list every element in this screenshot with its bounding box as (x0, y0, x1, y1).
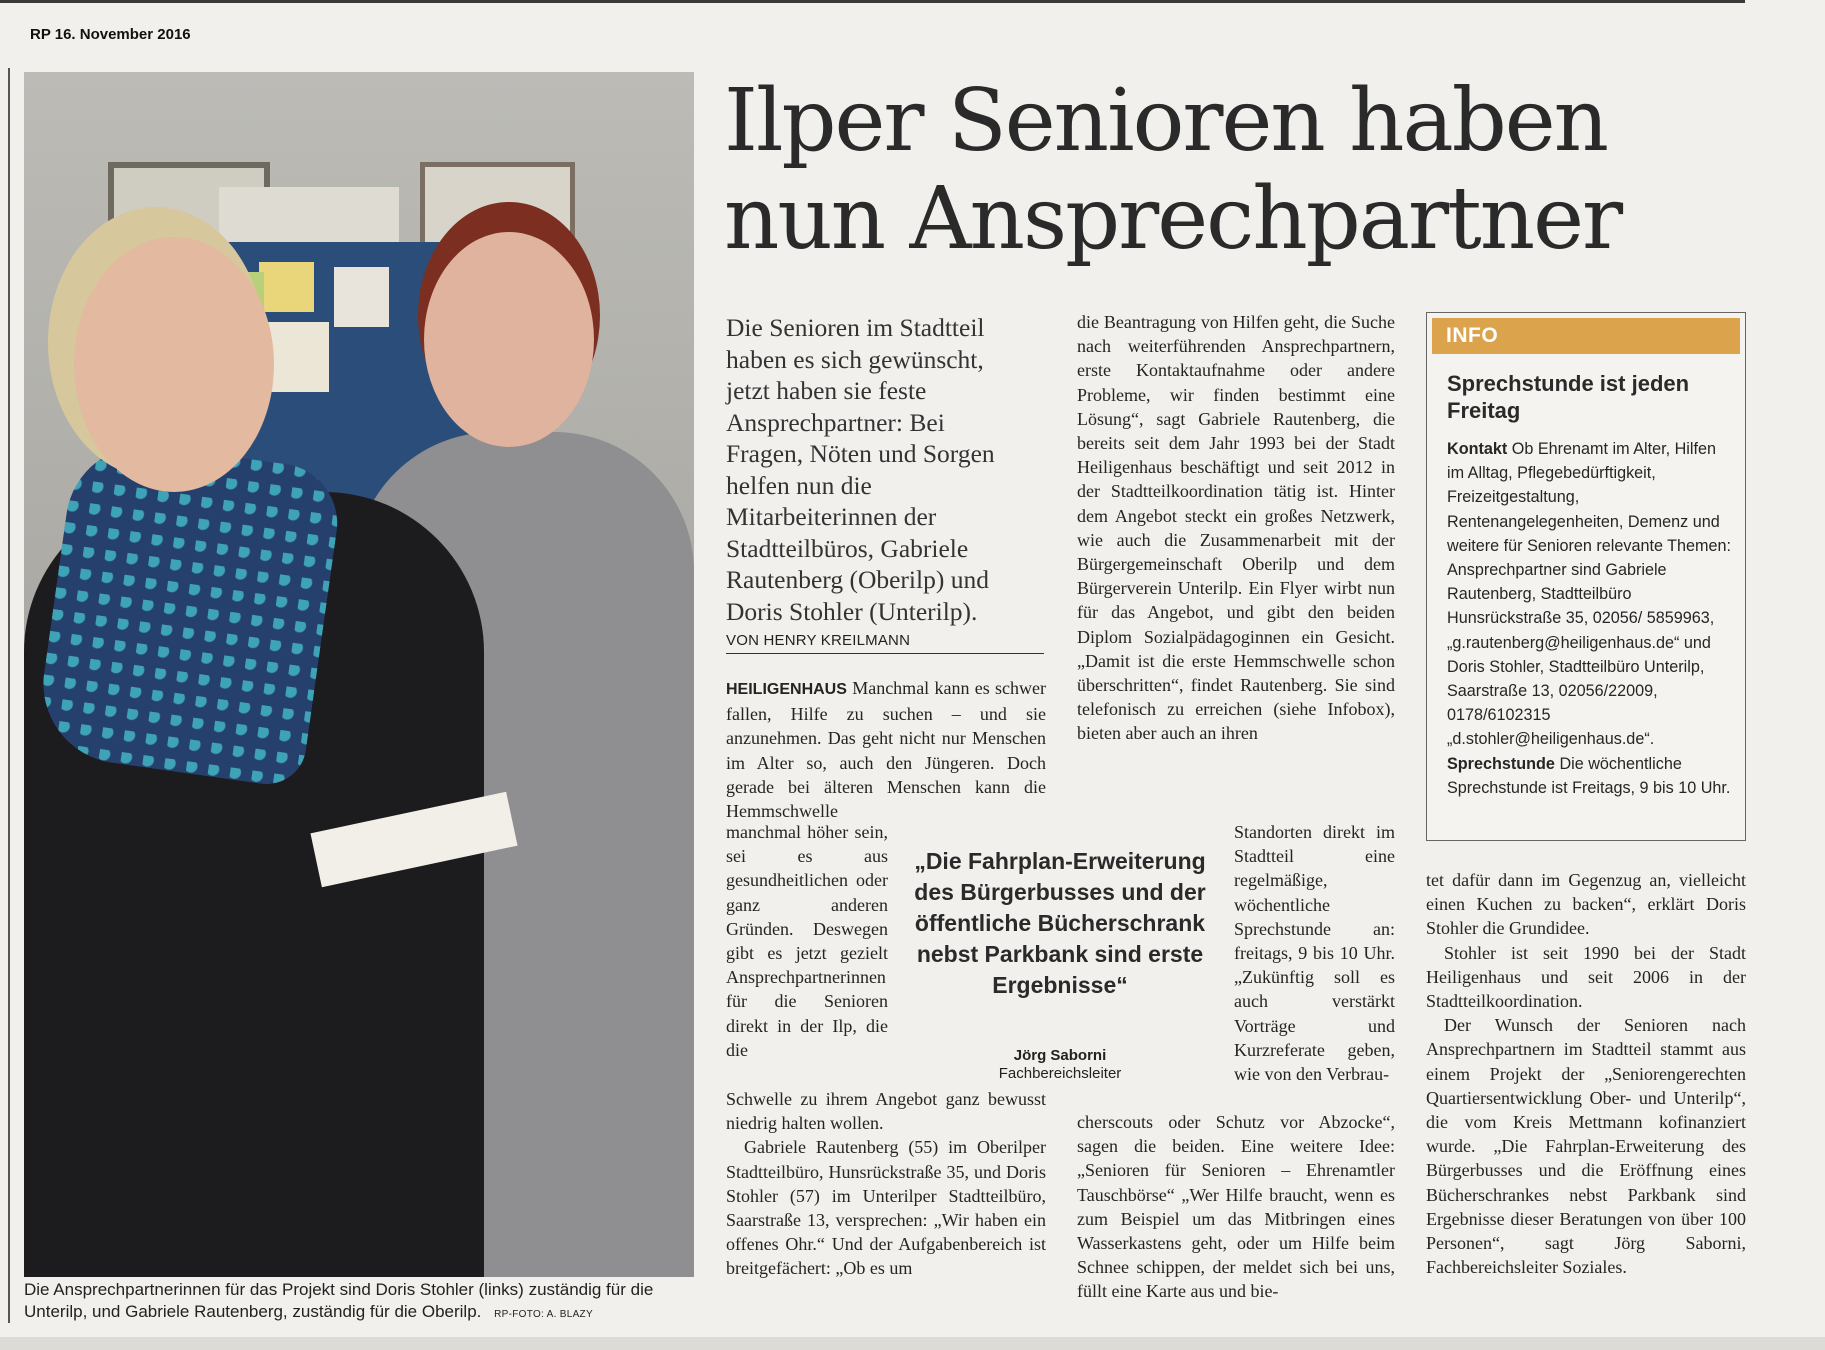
headline (724, 72, 1754, 268)
lead-paragraph: Die Senioren im Stadtteil haben es sich gewünscht, jetzt haben sie feste Ansprechpartner: Bei Fragen, Nöten und Sorgen helfen nun die Mitarbeiterinnen der Stadtteilbüros, Gabriele Rautenberg (Oberilp) und Doris Stohler (Unterilp). (726, 313, 995, 626)
article-photo (24, 72, 694, 1277)
pull-quote: „Die Fahrplan-Erweiterung des Bürgerbusses und der öffentliche Bücherschrank nebst Parkbank sind erste Ergebnisse“ (914, 848, 1206, 998)
column-1-bottom (726, 1087, 1046, 1281)
col1-paragraph-2: Gabriele Rautenberg (55) im Oberilper Stadtteilbüro, Hunsrückstraße 35, und Doris Stohler (57) im Unterilper Stadtteilbüro, Saarstraße 13, versprechen: „Wir haben ein offenes Ohr.“ Und der Aufgabenbereich ist breitgefächert: „Ob es um (726, 1137, 1046, 1279)
col2-text-b: Standorten direkt im Stadtteil eine regelmäßige, wöchentliche Sprechstunde an: freitags, 9 bis 10 Uhr. „Zukünftig soll es auch verstärkt Vorträge und Kurzreferate geben, wie von den Verbrau- (1234, 822, 1395, 1085)
top-rule (0, 0, 1745, 3)
sticky-note (334, 267, 389, 327)
quote-author-name: Jörg Saborni (1013, 1047, 1107, 1064)
info-contact-label: Kontakt (1447, 440, 1508, 458)
headline-line-2: nun Ansprechpartner (724, 169, 1622, 269)
wall-banner (219, 187, 399, 242)
col1-text-a: Manchmal kann es schwer fallen, Hilfe zu suchen – und sie anzunehmen. Das geht nicht nur Menschen im Alter so, auch den Jüngeren. Doch gerade bei älteren Menschen kann die Hemmschwelle (726, 678, 1047, 822)
caption-text: Die Ansprechpartnerinnen für das Projekt sind Doris Stohler (links) zuständig für die Unterilp, und Gabriele Rautenberg, zuständig für die Oberilp. (24, 1280, 654, 1321)
dateline: RP 16. November 2016 (30, 26, 191, 43)
info-text (1447, 437, 1737, 800)
info-box (1426, 312, 1746, 841)
page-bottom-edge (0, 1337, 1825, 1350)
sticky-note (259, 262, 314, 312)
col2-text-a: die Beantragung von Hilfen geht, die Suche nach weiterführenden Ansprechpartnern, erste Kontaktaufnahme oder andere Probleme, wir finden bestimmt eine Lösung“, sagt Gabriele Rautenberg, die bereits seit dem Jahr 1993 bei der Stadt Heiligenhaus beschäftigt und seit 2012 in der Stadtteilkoordination tätig ist. Hinter dem Angebot steckt ein großes Netzwerk, wie auch die Zusammenarbeit mit der Bürgergemeinschaft Oberilp und dem Bürgerverein Unterilp. Ein Flyer wirbt nun für das Angebot, und gibt den beiden Diplom Sozialpädagoginnen ein Gesicht. „Damit ist die erste Hemmschwelle schon überschritten“, findet Rautenberg. Sie sind telefonisch zu erreichen (siehe Infobox), bieten aber auch an ihren (1077, 312, 1395, 744)
col1-text-c: Schwelle zu ihrem Angebot ganz bewusst niedrig halten wollen. (726, 1089, 1046, 1134)
info-hours-label: Sprechstunde (1447, 754, 1555, 773)
person-left-head (74, 237, 274, 492)
left-rule (8, 68, 10, 1323)
info-contact-text: Ob Ehrenamt im Alter, Hilfen im Alltag, Pflegebedürftigkeit, Freizeitgestaltung, Rentenangelegenheiten, Demenz und weitere für Senioren relevante Themen: Ansprechpartner sind Gabriele Rautenberg, Stadtteilbüro Hunsrückstraße 35, 02056/ 5859963, „g.rautenberg@heiligenhaus.de“ und Doris Stohler, Stadtteilbüro Unterilp, Saarstraße 13, 02056/22009, 0178/6102315 „d.stohler@heiligenhaus.de“. (1447, 440, 1732, 749)
pull-quote-attribution (905, 1047, 1215, 1083)
column-2-narrow (1234, 820, 1395, 1086)
column-1-narrow (726, 820, 888, 1062)
col3-paragraph-2: Stohler ist seit 1990 bei der Stadt Heiligenhaus und seit 2006 in der Stadtteilkoordination. (1426, 942, 1746, 1012)
dateline-kicker: HEILIGENHAUS (726, 681, 847, 698)
quote-author-role: Fachbereichsleiter (998, 1065, 1122, 1082)
column-1-top (726, 676, 1046, 823)
info-hours-text: Die wöchentliche Sprechstunde ist Freitags, 9 bis 10 Uhr. (1447, 754, 1731, 797)
headline-line-1: Ilper Senioren haben (724, 71, 1608, 171)
col3-paragraph-1: tet dafür dann im Gegenzug an, vielleicht einen Kuchen zu backen“, erklärt Doris Stohler die Grundidee. (1426, 870, 1746, 939)
byline: VON HENRY KREILMANN (726, 632, 1044, 654)
photo-credit: RP-FOTO: A. BLAZY (494, 1309, 593, 1320)
col1-text-b: manchmal höher sein, sei es aus gesundheitlichen oder ganz anderen Gründen. Deswegen gibt es jetzt gezielt Ansprechpartnerinnen für die Senioren direkt in der Ilp, die die (726, 822, 888, 1060)
photo-caption (24, 1279, 704, 1326)
col3-paragraph-3: Der Wunsch der Senioren nach Ansprechpartnern im Stadtteil stammt aus einem Projekt der „Seniorengerechten Quartiersentwicklung Ober- und Unterilp“, die vom Kreis Mettmann kofinanziert wurde. „Die Fahrplan-Erweiterung des Bürgerbusses und die Eröffnung eines Bücherschrankes nebst Parkbank sind Ergebnisse dieser Beratungen von über 100 Personen“, sagt Jörg Saborni, Fachbereichsleiter Soziales. (1426, 1015, 1746, 1278)
col2-text-c: cherscouts oder Schutz vor Abzocke“, sagen die beiden. Eine weitere Idee: „Senioren für Senioren – Ehrenamtler Tauschbörse“ „Wer Hilfe braucht, wenn es zum Beispiel um das Mitbringen eines Wasserkastens geht, oder um Hilfe beim Schnee schippen, der meldet sich bei uns, füllt eine Karte aus und bie- (1077, 1112, 1395, 1302)
column-2-bottom (1077, 1110, 1395, 1304)
person-right-head (424, 232, 594, 447)
info-title: Sprechstunde ist jeden Freitag (1447, 371, 1690, 423)
column-2-top (1077, 310, 1395, 746)
info-label: INFO (1432, 318, 1740, 354)
column-3 (1426, 868, 1746, 1279)
